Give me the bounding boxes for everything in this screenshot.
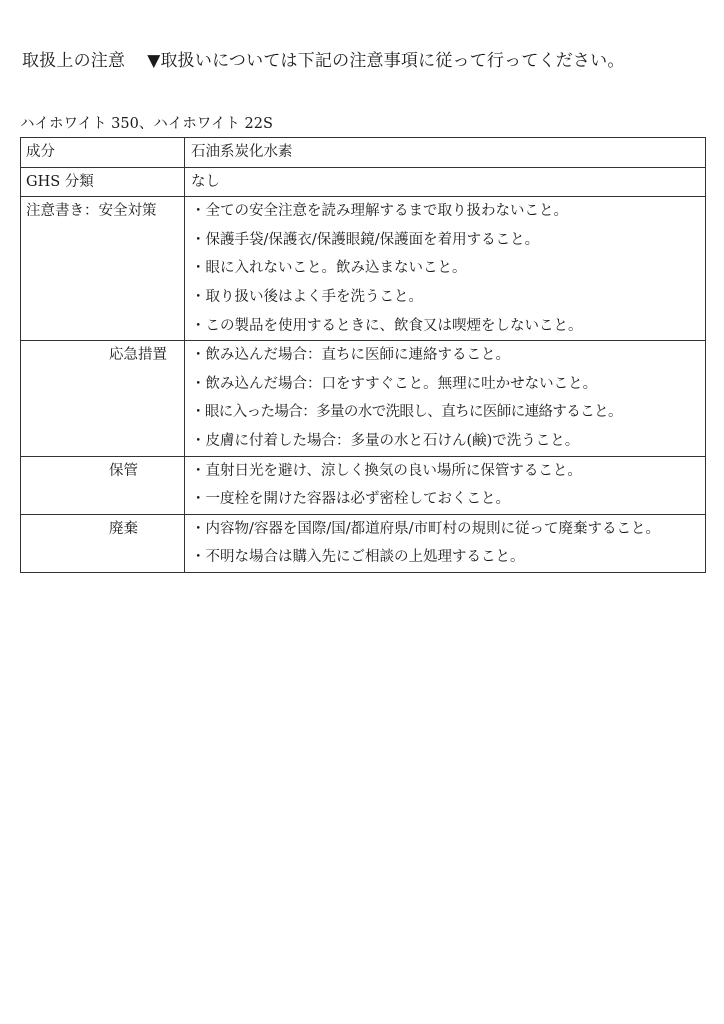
- heading-notice: ▼取扱いについては下記の注意事項に従って行ってください。: [147, 51, 625, 71]
- row-label-ingredient: 成分: [21, 138, 185, 168]
- table-row: [21, 341, 706, 456]
- storage-line: ・一度栓を開けた容器は必ず密栓しておくこと。: [191, 491, 510, 508]
- row-content-first-aid: [185, 341, 706, 456]
- precaution-line: ・この製品を使用するときに、飲食又は喫煙をしないこと。: [191, 317, 583, 334]
- table-row: [21, 138, 706, 168]
- ghs-line: なし: [191, 173, 220, 190]
- product-names: ハイホワイト 350、ハイホワイト 22S: [20, 116, 273, 132]
- row-content-ingredient: [185, 138, 706, 168]
- first-aid-line: ・飲み込んだ場合：口をすすぐこと。無理に吐かせないこと。: [191, 375, 598, 392]
- row-label-disposal: 廃棄: [21, 514, 185, 572]
- row-label-storage: 保管: [21, 456, 185, 514]
- first-aid-line: ・皮膚に付着した場合：多量の水と石けん(鹸)で洗うこと。: [191, 432, 580, 449]
- row-content-storage: [185, 456, 706, 514]
- page-heading: [22, 48, 625, 74]
- table-row: [21, 197, 706, 341]
- row-label-precautions: 注意書き：安全対策: [21, 197, 185, 341]
- storage-line: ・直射日光を避け、涼しく換気の良い場所に保管すること。: [191, 462, 582, 479]
- heading-title: 取扱上の注意: [22, 51, 126, 71]
- row-label-first-aid: 応急措置: [21, 341, 185, 456]
- row-label-ghs: GHS 分類: [21, 167, 185, 197]
- precaution-line: ・保護手袋/保護衣/保護眼鏡/保護面を着用すること。: [191, 231, 540, 248]
- precaution-line: ・取り扱い後はよく手を洗うこと。: [191, 288, 423, 305]
- first-aid-line: ・眼に入った場合：多量の水で洗眼し、直ちに医師に連絡すること。: [191, 404, 622, 421]
- precaution-line: ・全ての安全注意を読み理解するまで取り扱わないこと。: [191, 203, 568, 220]
- disposal-line: ・不明な場合は購入先にご相談の上処理すること。: [191, 549, 525, 566]
- table-row: [21, 514, 706, 572]
- table-row: [21, 167, 706, 197]
- first-aid-line: ・飲み込んだ場合：直ちに医師に連絡すること。: [191, 347, 510, 364]
- precaution-line: ・眼に入れないこと。飲み込まないこと。: [191, 260, 467, 277]
- table-row: [21, 456, 706, 514]
- row-content-ghs: [185, 167, 706, 197]
- safety-table: [20, 137, 706, 573]
- disposal-line: ・内容物/容器を国際/国/都道府県/市町村の規則に従って廃棄すること。: [191, 520, 661, 537]
- ingredient-line: 石油系炭化水素: [191, 144, 293, 160]
- row-content-precautions: [185, 197, 706, 341]
- row-content-disposal: [185, 514, 706, 572]
